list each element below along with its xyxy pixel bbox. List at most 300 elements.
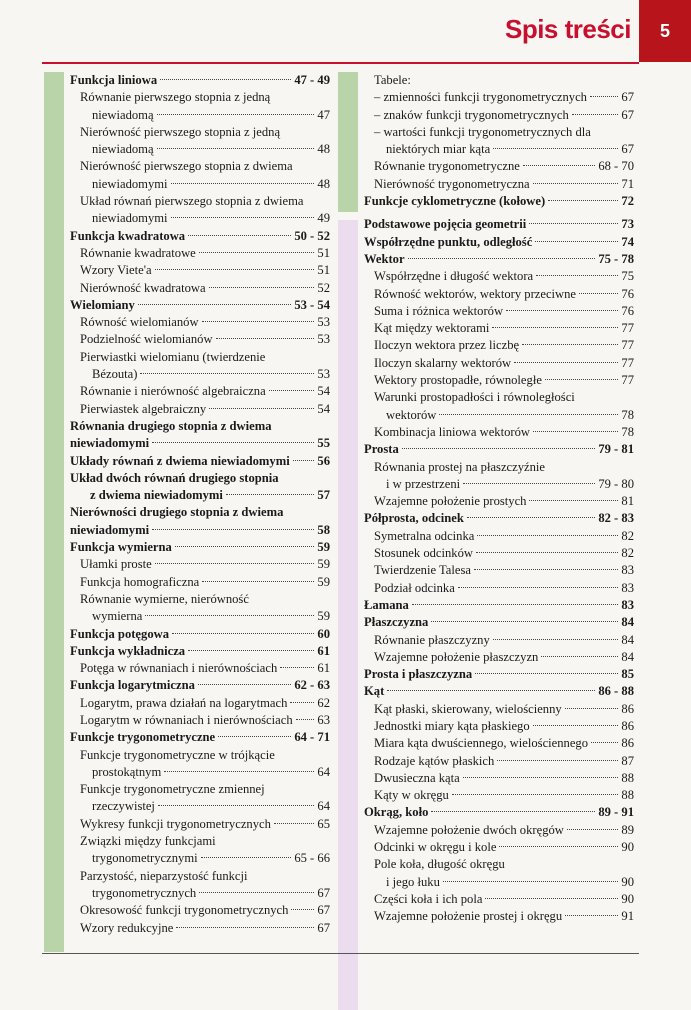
dot-leader xyxy=(477,535,618,536)
toc-entry[interactable] xyxy=(70,89,330,106)
toc-entry[interactable] xyxy=(364,158,634,175)
dot-leader xyxy=(463,777,619,778)
dot-leader xyxy=(138,304,291,305)
toc-entry-page: 87 xyxy=(621,753,634,768)
toc-entry[interactable] xyxy=(70,193,330,210)
dot-leader xyxy=(514,362,618,363)
toc-entry-page: 78 xyxy=(621,407,634,422)
toc-entry-title: niewiadomymi xyxy=(92,176,168,191)
toc-entry-title: Nierówność kwadratowa xyxy=(80,280,206,295)
toc-entry-page: 60 xyxy=(317,626,330,641)
toc-entry-page: 47 - 49 xyxy=(294,73,330,87)
toc-entry[interactable] xyxy=(364,701,634,718)
dot-leader xyxy=(590,96,618,97)
toc-entry-page: 67 xyxy=(317,920,330,935)
toc-entry-title: Nierówność pierwszego stopnia z dwiema xyxy=(80,159,293,174)
toc-entry-title: Funkcja potęgowa xyxy=(70,626,170,641)
dot-leader xyxy=(145,615,314,616)
toc-entry[interactable] xyxy=(70,591,330,608)
toc-entry[interactable] xyxy=(70,72,330,89)
dot-leader xyxy=(485,898,618,899)
toc-entry[interactable] xyxy=(70,574,330,591)
toc-entry-title: Równanie kwadratowe xyxy=(80,245,196,260)
toc-entry[interactable] xyxy=(70,712,330,729)
dot-leader xyxy=(172,633,314,634)
toc-entry-page: 91 xyxy=(621,909,634,924)
toc-entry-page: 71 xyxy=(621,176,634,191)
dot-leader xyxy=(175,546,315,547)
toc-entry[interactable] xyxy=(70,176,330,193)
toc-entry-page: 83 xyxy=(621,563,634,578)
dot-leader xyxy=(536,275,618,276)
dot-leader xyxy=(431,621,618,622)
toc-entry-title: Ułamki proste xyxy=(80,557,152,572)
toc-entry[interactable] xyxy=(364,407,634,424)
dot-leader xyxy=(412,604,619,605)
toc-entry-page: 65 xyxy=(317,816,330,831)
toc-entry[interactable] xyxy=(70,556,330,573)
toc-entry[interactable] xyxy=(70,418,330,435)
dot-leader xyxy=(274,823,315,824)
toc-entry[interactable] xyxy=(364,856,634,873)
dot-leader xyxy=(155,269,315,270)
dot-leader xyxy=(218,736,291,737)
toc-entry-title: Funkcja wykładnicza xyxy=(70,643,186,658)
toc-entry-title: Funkcje cyklometryczne (kołowe) xyxy=(364,194,546,209)
toc-entry-page: 48 xyxy=(317,142,330,157)
toc-entry-title: Okrąg, koło xyxy=(364,805,429,820)
toc-entry[interactable] xyxy=(364,632,634,649)
toc-entry[interactable] xyxy=(364,580,634,597)
dot-leader xyxy=(548,200,618,201)
dot-leader xyxy=(157,148,315,149)
toc-entry[interactable] xyxy=(70,470,330,487)
toc-entry-page: 67 xyxy=(621,90,634,105)
toc-entry[interactable] xyxy=(70,435,330,452)
toc-entry[interactable] xyxy=(364,337,634,354)
toc-entry[interactable] xyxy=(70,608,330,625)
dot-leader xyxy=(160,79,291,80)
toc-entry-title: Nierówność trygonometryczna xyxy=(374,176,530,191)
toc-entry-title: Układy równań z dwiema niewiadomymi xyxy=(70,453,290,468)
dot-leader xyxy=(188,650,314,651)
toc-entry-title: Równanie wymierne, nierówność xyxy=(80,591,249,606)
toc-entry-title: Półprosta, odcinek xyxy=(364,511,464,526)
toc-entry-page: 67 xyxy=(621,142,634,157)
toc-entry-title: Związki między funkcjami xyxy=(80,834,216,849)
dot-leader xyxy=(493,639,619,640)
toc-entry-title: Kąt między wektorami xyxy=(374,321,490,336)
toc-entry[interactable] xyxy=(364,234,634,251)
toc-entry-title: Wykresy funkcji trygonometrycznych xyxy=(80,816,271,831)
toc-entry[interactable] xyxy=(364,891,634,908)
toc-entries-left xyxy=(70,72,330,937)
toc-entry-page: 77 xyxy=(621,321,634,336)
toc-entry[interactable] xyxy=(70,920,330,937)
toc-entry-title: i jego łuku xyxy=(386,874,440,889)
toc-entry-title: Podzielność wielomianów xyxy=(80,332,213,347)
dot-leader xyxy=(476,552,618,553)
toc-entry[interactable] xyxy=(364,562,634,579)
toc-entry-title: Pierwiastek algebraiczny xyxy=(80,401,207,416)
dot-leader xyxy=(176,927,314,928)
toc-entry[interactable] xyxy=(364,545,634,562)
toc-entry-page: 81 xyxy=(621,494,634,509)
toc-entry[interactable] xyxy=(364,908,634,925)
toc-entry-page: 53 xyxy=(317,315,330,330)
toc-entry[interactable] xyxy=(364,493,634,510)
dot-leader xyxy=(291,909,314,910)
toc-entry-title: Łamana xyxy=(364,597,409,612)
toc-entry-title: niewiadomymi xyxy=(92,211,168,226)
toc-entry-title: Wektor xyxy=(364,251,405,266)
toc-entry-page: 52 xyxy=(317,280,330,295)
toc-entry[interactable] xyxy=(364,614,634,631)
toc-entry[interactable] xyxy=(364,666,634,683)
toc-entry-page: 67 xyxy=(317,903,330,918)
toc-entry-title: Odcinki w okręgu i kole xyxy=(374,840,497,855)
toc-entry-title: Równania drugiego stopnia z dwiema xyxy=(70,418,272,433)
toc-entry[interactable] xyxy=(364,216,634,233)
toc-entry-page: 77 xyxy=(621,338,634,353)
toc-entry-page: 64 xyxy=(317,764,330,779)
toc-entry[interactable] xyxy=(70,158,330,175)
toc-entry[interactable] xyxy=(70,729,330,746)
section-strip-algebra xyxy=(44,72,64,952)
toc-entry[interactable] xyxy=(70,539,330,556)
toc-entry-title: Równość wektorów, wektory przeciwne xyxy=(374,286,577,301)
toc-entry[interactable] xyxy=(70,487,330,504)
toc-entry[interactable] xyxy=(364,389,634,406)
toc-entry-title: Wzory Viete'a xyxy=(80,263,152,278)
toc-entry-title: wymierna xyxy=(92,609,143,624)
toc-entry-title: Wzajemne położenie prostej i okręgu xyxy=(374,909,563,924)
toc-entry[interactable] xyxy=(70,833,330,850)
toc-entry-page: 86 xyxy=(621,736,634,751)
toc-entry-page: 88 xyxy=(621,788,634,803)
toc-entry[interactable] xyxy=(70,349,330,366)
toc-entry[interactable] xyxy=(70,331,330,348)
dot-leader xyxy=(535,241,618,242)
toc-entry[interactable] xyxy=(70,228,330,245)
toc-entry-page: 64 xyxy=(317,799,330,814)
dot-leader xyxy=(545,379,619,380)
toc-entry[interactable] xyxy=(70,314,330,331)
toc-entry-page: 88 xyxy=(621,770,634,785)
toc-entry-page: 75 - 78 xyxy=(598,251,634,266)
toc-entry[interactable] xyxy=(364,193,634,210)
toc-entry-title: Równania prostej na płaszczyźnie xyxy=(374,459,545,474)
toc-entry-page: 86 - 88 xyxy=(598,684,634,699)
toc-entry[interactable] xyxy=(70,677,330,694)
toc-entry-page: 64 - 71 xyxy=(294,730,330,745)
toc-entry[interactable] xyxy=(364,874,634,891)
toc-entry-title: Funkcja logarytmiczna xyxy=(70,678,195,693)
toc-entry-page: 62 - 63 xyxy=(294,678,330,693)
toc-entry-page: 67 xyxy=(621,107,634,122)
toc-entry[interactable] xyxy=(70,280,330,297)
toc-entry[interactable] xyxy=(364,683,634,700)
toc-entry-page: 55 xyxy=(317,436,330,451)
dot-leader xyxy=(280,667,314,668)
dot-leader xyxy=(533,431,618,432)
dot-leader xyxy=(458,587,619,588)
toc-entry[interactable] xyxy=(364,355,634,372)
dot-leader xyxy=(216,338,315,339)
toc-entry-page: 73 xyxy=(621,217,634,232)
toc-entry-page: 49 xyxy=(317,211,330,226)
dot-leader xyxy=(152,529,314,530)
dot-leader xyxy=(523,165,595,166)
toc-entry-page: 59 xyxy=(317,557,330,572)
toc-entry-page: 65 - 66 xyxy=(294,851,330,866)
toc-entry[interactable] xyxy=(364,441,634,458)
dot-leader xyxy=(202,321,315,322)
toc-entry[interactable] xyxy=(70,660,330,677)
toc-entry-page: 90 xyxy=(621,891,634,906)
toc-entry[interactable] xyxy=(70,401,330,418)
dot-leader xyxy=(565,915,618,916)
toc-entry-title: wektorów xyxy=(386,407,437,422)
toc-entry-page: 89 - 91 xyxy=(598,805,634,820)
toc-entry[interactable] xyxy=(364,510,634,527)
toc-entry[interactable] xyxy=(364,176,634,193)
toc-entry-title: Dwusieczna kąta xyxy=(374,770,460,785)
dot-leader xyxy=(202,581,314,582)
toc-entry[interactable] xyxy=(364,424,634,441)
toc-entry-title: Płaszczyzna xyxy=(364,615,429,630)
toc-entry-page: 84 xyxy=(621,632,634,647)
toc-entry-page: 48 xyxy=(317,176,330,191)
toc-entry-title: Rodzaje kątów płaskich xyxy=(374,753,495,768)
toc-entry-page: 59 xyxy=(317,540,330,555)
toc-entry-page: 47 xyxy=(317,107,330,122)
toc-entry-page: 90 xyxy=(621,840,634,855)
toc-entry[interactable] xyxy=(70,297,330,314)
toc-entry[interactable] xyxy=(364,72,634,89)
toc-entry[interactable] xyxy=(364,597,634,614)
toc-entry-title: Wektory prostopadłe, równoległe xyxy=(374,373,542,388)
toc-entry-page: 61 xyxy=(317,643,330,658)
toc-entry-title: Funkcja homograficzna xyxy=(80,574,200,589)
footer-rule xyxy=(42,953,639,954)
toc-entry[interactable] xyxy=(364,89,634,106)
toc-entry[interactable] xyxy=(70,885,330,902)
page-title: Spis treści xyxy=(504,14,631,44)
dot-leader xyxy=(226,494,314,495)
toc-entry[interactable] xyxy=(70,141,330,158)
toc-entry[interactable] xyxy=(70,383,330,400)
toc-entry-page: 77 xyxy=(621,355,634,370)
toc-entry[interactable] xyxy=(70,124,330,141)
dot-leader xyxy=(567,829,619,830)
dot-leader xyxy=(408,258,596,259)
dot-leader xyxy=(201,857,292,858)
toc-entry[interactable] xyxy=(364,839,634,856)
toc-entry-page: 79 - 80 xyxy=(598,476,634,491)
dot-leader xyxy=(171,183,315,184)
toc-entry-page: 72 xyxy=(621,194,634,209)
toc-entry-page: 50 - 52 xyxy=(294,228,330,243)
dot-leader xyxy=(572,114,619,115)
toc-entry-title: Układ dwóch równań drugiego stopnia xyxy=(70,470,279,485)
toc-entry[interactable] xyxy=(364,822,634,839)
toc-entry-title: trygonometrycznymi xyxy=(92,851,198,866)
toc-entry-title: Parzystość, nieparzystość funkcji xyxy=(80,868,248,883)
dot-leader xyxy=(467,517,595,518)
toc-entry-title: Współrzędne i długość wektora xyxy=(374,269,534,284)
toc-entry-title: Kombinacja liniowa wektorów xyxy=(374,424,530,439)
toc-entry[interactable] xyxy=(70,262,330,279)
toc-entry[interactable] xyxy=(364,286,634,303)
toc-entry[interactable] xyxy=(364,124,634,141)
dot-leader xyxy=(591,742,618,743)
toc-entry-title: Suma i różnica wektorów xyxy=(374,303,504,318)
toc-entry[interactable] xyxy=(364,141,634,158)
toc-entry-page: 85 xyxy=(621,667,634,682)
toc-entry-title: Podział odcinka xyxy=(374,580,455,595)
toc-entry-title: – znaków funkcji trygonometrycznych xyxy=(374,107,569,122)
dot-leader xyxy=(443,881,619,882)
toc-entry[interactable] xyxy=(70,781,330,798)
toc-entry-page: 59 xyxy=(317,609,330,624)
toc-entry-page: 90 xyxy=(621,874,634,889)
dot-leader xyxy=(463,483,595,484)
toc-entry-title: Symetralna odcinka xyxy=(374,528,475,543)
toc-entry-page: 83 xyxy=(621,580,634,595)
toc-entry-title: Stosunek odcinków xyxy=(374,546,473,561)
section-strip-geometry xyxy=(338,220,358,1010)
dot-leader xyxy=(506,310,618,311)
toc-entry-page: 53 - 54 xyxy=(294,297,330,312)
toc-entry[interactable] xyxy=(364,251,634,268)
toc-entry-title: niektórych miar kąta xyxy=(386,142,491,157)
toc-entry[interactable] xyxy=(70,626,330,643)
toc-entry[interactable] xyxy=(70,107,330,124)
dot-leader xyxy=(155,563,315,564)
toc-entry[interactable] xyxy=(70,747,330,764)
toc-entry[interactable] xyxy=(70,868,330,885)
toc-entry-title: Funkcja liniowa xyxy=(70,73,158,87)
toc-entry-title: Nierówności drugiego stopnia z dwiema xyxy=(70,505,284,520)
toc-entry[interactable] xyxy=(364,528,634,545)
toc-entry[interactable] xyxy=(364,476,634,493)
toc-entry[interactable] xyxy=(70,366,330,383)
toc-entry-page: 59 xyxy=(317,574,330,589)
toc-entry[interactable] xyxy=(364,320,634,337)
toc-entry-page: 82 xyxy=(621,528,634,543)
toc-entry[interactable] xyxy=(364,372,634,389)
toc-entry-page: 51 xyxy=(317,263,330,278)
toc-entry[interactable] xyxy=(70,643,330,660)
toc-entry-title: niewiadomymi xyxy=(70,436,150,451)
toc-entry[interactable] xyxy=(364,649,634,666)
toc-entry[interactable] xyxy=(364,787,634,804)
toc-entry[interactable] xyxy=(364,268,634,285)
toc-entry[interactable] xyxy=(70,245,330,262)
toc-entry[interactable] xyxy=(70,902,330,919)
toc-entry[interactable] xyxy=(364,107,634,124)
toc-entry-page: 53 xyxy=(317,367,330,382)
toc-entry[interactable] xyxy=(70,453,330,470)
toc-entry-page: 63 xyxy=(317,712,330,727)
page-number-badge: 5 xyxy=(639,0,691,62)
toc-entry-title: Pole koła, długość okręgu xyxy=(374,857,505,872)
toc-entry-page: 79 - 81 xyxy=(598,442,634,457)
dot-leader xyxy=(387,690,595,691)
toc-entry[interactable] xyxy=(364,804,634,821)
toc-entry[interactable] xyxy=(364,770,634,787)
dot-leader xyxy=(188,235,291,236)
toc-entry-title: Pierwiastki wielomianu (twierdzenie xyxy=(80,349,266,364)
toc-entry[interactable] xyxy=(70,522,330,539)
toc-entry[interactable] xyxy=(364,735,634,752)
toc-entry-title: Iloczyn wektora przez liczbę xyxy=(374,338,520,353)
toc-entry-title: Podstawowe pojęcia geometrii xyxy=(364,217,527,232)
toc-entry[interactable] xyxy=(70,764,330,781)
dot-leader xyxy=(474,569,618,570)
toc-entry-page: 89 xyxy=(621,822,634,837)
toc-entry-title: Tabele: xyxy=(374,73,411,87)
toc-entry-title: Współrzędne punktu, odległość xyxy=(364,234,533,249)
toc-entry-title: – zmienności funkcji trygonometrycznych xyxy=(374,90,587,105)
toc-entry[interactable] xyxy=(364,718,634,735)
toc-entry-page: 77 xyxy=(621,373,634,388)
toc-entry-title: Wzajemne położenie prostych xyxy=(374,494,527,509)
toc-entry-title: Układ równań pierwszego stopnia z dwiema xyxy=(80,194,304,209)
toc-entry-title: prostokątnym xyxy=(92,764,162,779)
toc-entry-title: Prosta xyxy=(364,442,399,457)
toc-entry-title: Równość wielomianów xyxy=(80,315,199,330)
toc-entry-title: Równanie pierwszego stopnia z jedną xyxy=(80,90,271,105)
toc-entry-page: 51 xyxy=(317,245,330,260)
toc-entry-title: Kąt xyxy=(364,684,385,699)
dot-leader xyxy=(293,460,315,461)
toc-entry[interactable] xyxy=(364,303,634,320)
toc-entry-title: – wartości funkcji trygonometrycznych dla xyxy=(374,124,591,139)
toc-entry[interactable] xyxy=(70,695,330,712)
toc-entry-page: 54 xyxy=(317,384,330,399)
dot-leader xyxy=(164,771,314,772)
toc-entry-title: Funkcja kwadratowa xyxy=(70,228,186,243)
toc-entry-title: Wzajemne położenie dwóch okręgów xyxy=(374,822,564,837)
toc-entry-title: Bézouta) xyxy=(92,367,138,382)
toc-entry-title: z dwiema niewiadomymi xyxy=(90,488,223,503)
toc-entry-title: Kąt płaski, skierowany, wielościenny xyxy=(374,701,562,716)
dot-leader xyxy=(171,217,315,218)
toc-entry-page: 74 xyxy=(621,234,634,249)
toc-entry[interactable] xyxy=(364,753,634,770)
toc-entry[interactable] xyxy=(70,210,330,227)
dot-leader xyxy=(290,702,314,703)
toc-entry-title: niewiadomymi xyxy=(70,522,150,537)
toc-entry-title: Kąty w okręgu xyxy=(374,788,449,803)
toc-entry-title: Logarytm, prawa działań na logarytmach xyxy=(80,695,288,710)
toc-entry-page: 84 xyxy=(621,649,634,664)
toc-entry[interactable] xyxy=(70,798,330,815)
toc-entry-title: Warunki prostopadłości i równoległości xyxy=(374,390,575,405)
toc-entry[interactable] xyxy=(364,459,634,476)
dot-leader xyxy=(522,344,618,345)
toc-entry[interactable] xyxy=(70,850,330,867)
toc-entry-title: niewiadomą xyxy=(92,142,154,157)
toc-entry[interactable] xyxy=(70,816,330,833)
toc-entry-page: 86 xyxy=(621,701,634,716)
dot-leader xyxy=(140,373,314,374)
toc-entry-title: Miara kąta dwuściennego, wielościennego xyxy=(374,736,589,751)
toc-entry[interactable] xyxy=(70,504,330,521)
dot-leader xyxy=(529,500,618,501)
